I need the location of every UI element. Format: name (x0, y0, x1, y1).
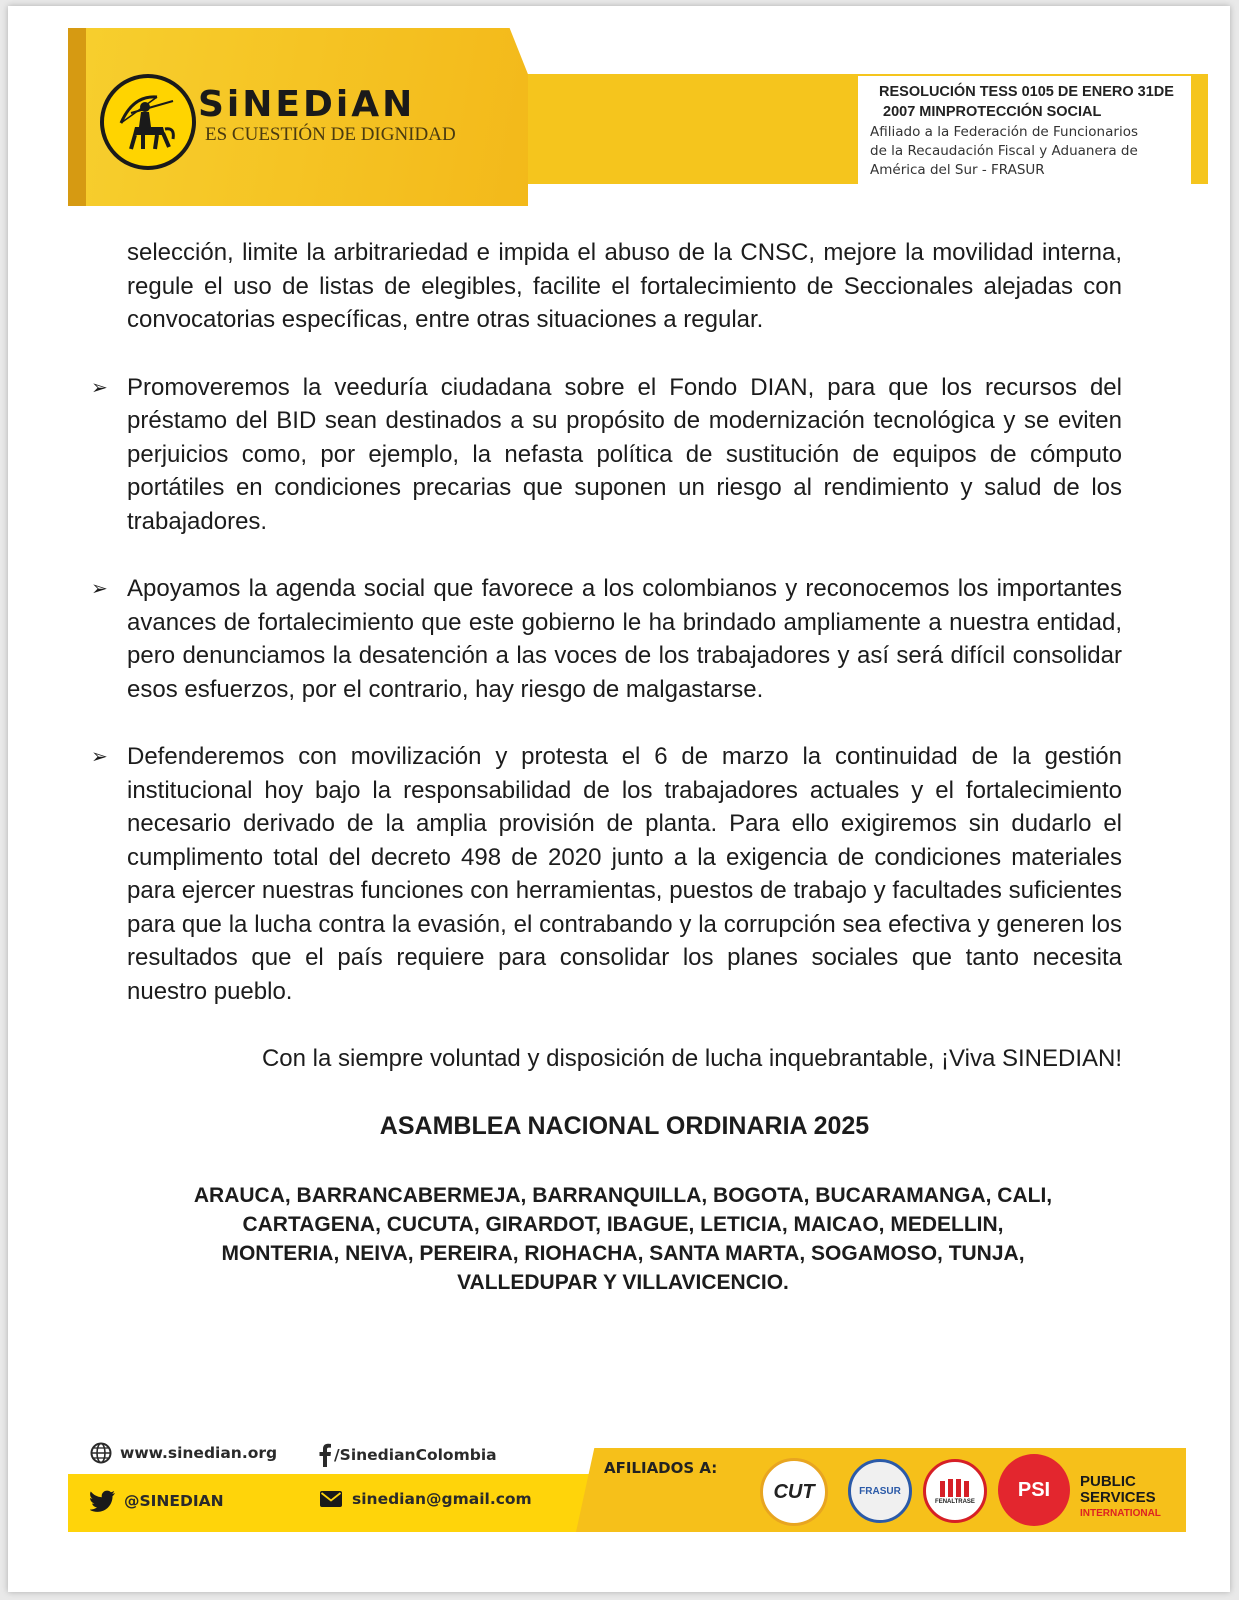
bullet-paragraph (91, 371, 1122, 539)
psi-line-2: SERVICES (1080, 1489, 1156, 1506)
cities-line: CARTAGENA, CUCUTA, GIRARDOT, IBAGUE, LETICIA, MAICAO, MEDELLIN, (242, 1213, 1004, 1236)
affiliation-line-2: de la Recaudación Fiscal y Aduanera de (870, 143, 1138, 159)
assembly-title: ASAMBLEA NACIONAL ORDINARIA 2025 (379, 1111, 870, 1140)
paragraph-continuation (127, 236, 1122, 337)
cities-line: ARAUCA, BARRANCABERMEJA, BARRANQUILLA, BOGOTA, BUCARAMANGA, CALI, (193, 1184, 1053, 1207)
frasur-logo-icon (848, 1459, 912, 1523)
globe-icon (90, 1442, 112, 1464)
facebook-text: /SinedianColombia (334, 1446, 497, 1464)
letter-body (91, 236, 1122, 1297)
email-text: sinedian@gmail.com (352, 1490, 532, 1508)
cut-logo-icon (760, 1458, 828, 1526)
bullet-paragraph (91, 572, 1122, 706)
footer-email[interactable] (320, 1490, 532, 1508)
twitter-bird-icon (90, 1490, 116, 1512)
facebook-icon (318, 1443, 332, 1467)
envelope-icon (320, 1491, 342, 1507)
arrow-bullet-icon: ➢ (91, 576, 108, 600)
affiliated-label: AFILIADOS A: (604, 1459, 718, 1477)
resolution-line-2: 2007 MINPROTECCIÓN SOCIAL (883, 104, 1102, 120)
psi-line-1: PUBLIC (1080, 1473, 1136, 1490)
document-page (8, 6, 1230, 1592)
frasur-logo-text: FRASUR (859, 1485, 901, 1497)
psi-logo-text: PSI (1017, 1478, 1051, 1501)
brand-name: SiNEDiAN (198, 84, 416, 125)
paragraph-text: selección, limite la arbitrariedad e impida el abuso de la CNSC, mejore la movilidad interna, regule el uso de listas de elegibles, facilite el fortalecimiento de Seccionales alejadas con convocatorias específicas, entre otras situaciones a regular. (127, 239, 1122, 333)
cut-logo-text: CUT (773, 1480, 815, 1503)
psi-logo-icon (998, 1454, 1070, 1526)
brand-slogan: ES CUESTIÓN DE DIGNIDAD (205, 124, 456, 145)
footer-facebook[interactable] (318, 1443, 497, 1467)
workers-raised-fists-icon (938, 1477, 972, 1499)
cities-list (123, 1181, 1123, 1297)
bullet-paragraph (91, 740, 1122, 1008)
paragraph-text: Defenderemos con movilización y protesta el 6 de marzo la continuidad de la gestión institucional hoy bajo la responsabilidad de los trabajadores actuales y el fortalecimiento necesario derivado de la amplia provisión de planta. Para ello exigiremos sin dudarlo el cumplimento total del decreto 498 de 2020 junto a la exigencia de condiciones materiales para ejercer nuestras funciones con herramientas, puestos de trabajo y facultades suficientes para que la lucha contra la evasión, el contrabando y la corrupción sea efectiva y generen los resultados que el país requiere para consolidar los planes sociales que tanto necesita nuestro pueblo. (127, 743, 1122, 1005)
website-text: www.sinedian.org (120, 1444, 278, 1462)
header-tab-edge (68, 28, 86, 206)
centaur-archer-logo-icon (100, 74, 196, 170)
paragraph-text: Apoyamos la agenda social que favorece a los colombianos y reconocemos los importantes avances de fortalecimiento que este gobierno le ha brindado ampliamente a nuestra entidad, pero denunciamos la desatención a las voces de los trabajadores y así será difícil consolidar esos esfuerzos, por el contrario, hay riesgo de malgastarse. (127, 575, 1122, 703)
footer-website[interactable] (90, 1442, 277, 1464)
arrow-bullet-icon: ➢ (91, 374, 108, 399)
psi-line-3: INTERNATIONAL (1080, 1508, 1161, 1519)
closing-line: Con la siempre voluntad y disposición de lucha inquebrantable, ¡Viva SINEDIAN! (261, 1045, 1122, 1072)
psi-wordmark (1080, 1474, 1161, 1522)
resolution-line-1: RESOLUCIÓN TESS 0105 DE ENERO 31DE (879, 84, 1174, 100)
affiliation-line-1: Afiliado a la Federación de Funcionarios (870, 124, 1138, 140)
paragraph-text: Promoveremos la veeduría ciudadana sobre el Fondo DIAN, para que los recursos del préstamo del BID sean destinados a su propósito de modernización tecnológica y se eviten perjuicios como, por ejemplo, la nefasta política de sustitución de equipos de cómputo portátiles en condiciones precarias que suponen un riesgo al rendimiento y salud de los trabajadores. (127, 373, 1122, 535)
cities-line: VALLEDUPAR Y VILLAVICENCIO. (457, 1271, 789, 1294)
fenaltrase-logo-icon (923, 1459, 987, 1523)
footer-twitter[interactable] (90, 1490, 224, 1512)
affiliation-line-3: América del Sur - FRASUR (870, 162, 1045, 178)
arrow-bullet-icon: ➢ (91, 744, 108, 768)
twitter-text: @SINEDIAN (124, 1492, 224, 1510)
cities-line: MONTERIA, NEIVA, PEREIRA, RIOHACHA, SANTA MARTA, SOGAMOSO, TUNJA, (221, 1242, 1025, 1265)
fenaltrase-logo-text: FENALTRASE (935, 1499, 975, 1505)
